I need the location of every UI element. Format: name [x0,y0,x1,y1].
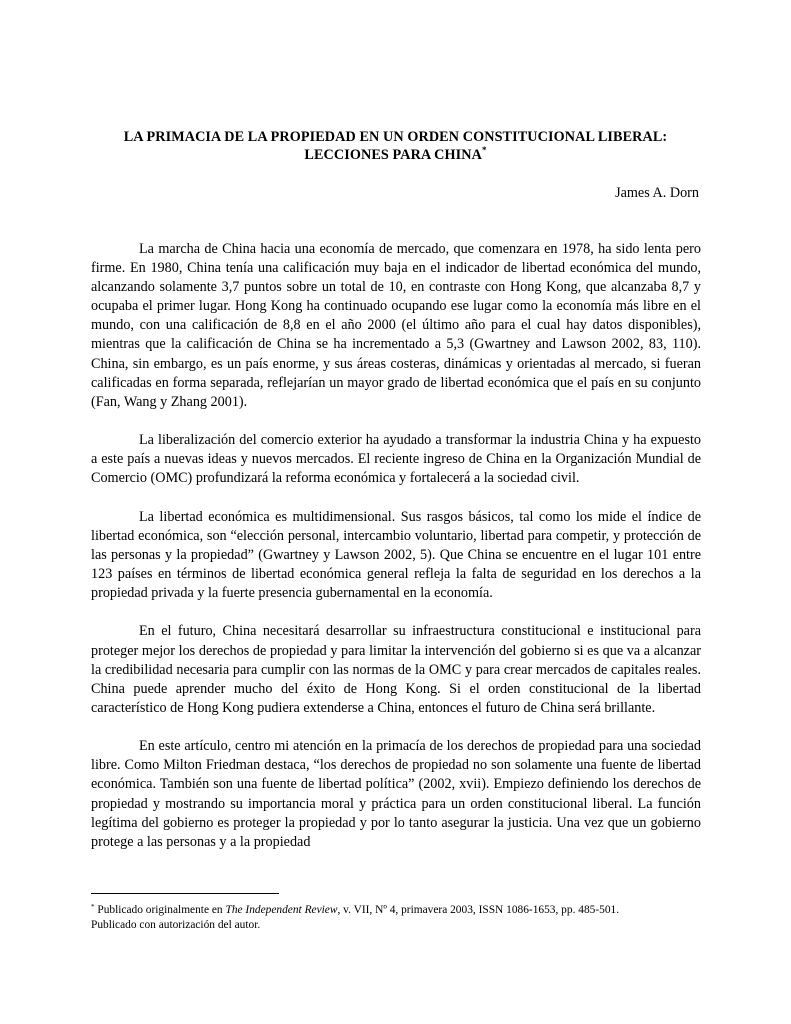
footnote-mark: * [91,903,95,911]
footnote-line-2: Publicado con autorización del autor. [91,919,261,932]
title-footnote-mark[interactable]: * [481,145,487,155]
footnote-divider [91,893,279,894]
paragraph-5: En este artículo, centro mi atención en la primacía de los derechos de propiedad para una sociedad libre. Como Milton Friedman destaca, “los derechos de propiedad no son solamente una fuente de libertad económica. También son una fuente de libertad política” (2002, xvii). Empiezo definiendo los derechos de propiedad y mostrando su importancia moral y práctica para un orden constitucional liberal. La función legítima del gobierno es proteger la propiedad y por lo tanto asegurar la justicia. Una vez que un gobierno protege a las personas y a la propiedad [91,738,701,850]
title-line-2-text: LECCIONES PARA CHINA [304,147,482,163]
article-body [91,240,701,852]
article-title [90,128,701,164]
paragraph-4: En el futuro, China necesitará desarrollar su infraestructura constitucional e institucional para proteger mejor los derechos de propiedad y para limitar la intervención del gobierno si es que va a alcanzar la credibilidad necesaria para cumplir con las normas de la OMC y para crear mercados de capitales reales. China puede aprender mucho del éxito de Hong Kong. Si el orden constitucional de la libertad característico de Hong Kong pudiera extenderse a China, entonces el futuro de China será brillante. [91,623,701,716]
footnote [91,903,706,933]
footnote-line-1 [91,903,706,918]
author-name: James A. Dorn [615,185,699,201]
footnote-details: , v. VII, Nº 4, primavera 2003, ISSN 1086-1653, pp. 485-501. [337,904,620,916]
title-line-2 [90,146,701,164]
footnote-journal: The Independent Review [225,904,338,916]
title-line-1: LA PRIMACIA DE LA PROPIEDAD EN UN ORDEN CONSTITUCIONAL LIBERAL: [123,129,668,145]
paragraph-1: La marcha de China hacia una economía de mercado, que comenzara en 1978, ha sido lenta pero firme. En 1980, China tenía una calificación muy baja en el indicador de libertad económica del mundo, alcanzando solamente 3,7 puntos sobre un total de 10, en contraste con Hong Kong, que alcanzaba 8,7 y ocupaba el primer lugar. Hong Kong ha continuado ocupando ese lugar como la economía más libre en el mundo, con una calificación de 8,8 en el año 2000 (el último año para el cual hay datos disponibles), mientras que la calificación de China se ha incrementado a 5,3 (Gwartney and Lawson 2002, 83, 110). China, sin embargo, es un país enorme, y sus áreas costeras, dinámicas y orientadas al mercado, si fueran calificadas en forma separada, reflejarían un mayor grado de libertad económica que el país en su conjunto (Fan, Wang y Zhang 2001). [91,241,701,410]
paragraph-3: La libertad económica es multidimensional. Sus rasgos básicos, tal como los mide el índice de libertad económica, son “elección personal, intercambio voluntario, libertad para competir, y protección de las personas y la propiedad” (Gwartney y Lawson 2002, 5). Que China se encuentre en el lugar 101 entre 123 países en términos de libertad económica general refleja la falta de seguridad en los derechos a la propiedad privada y la fuerte presencia gubernamental en la economía. [91,508,701,602]
paragraph-2: La liberalización del comercio exterior ha ayudado a transformar la industria China y ha expuesto a este país a nuevas ideas y nuevos mercados. El reciente ingreso de China en la Organización Mundial de Comercio (OMC) profundizará la reforma económica y fortalecerá a la sociedad civil. [91,432,701,487]
footnote-prefix: Publicado originalmente en [97,904,226,916]
